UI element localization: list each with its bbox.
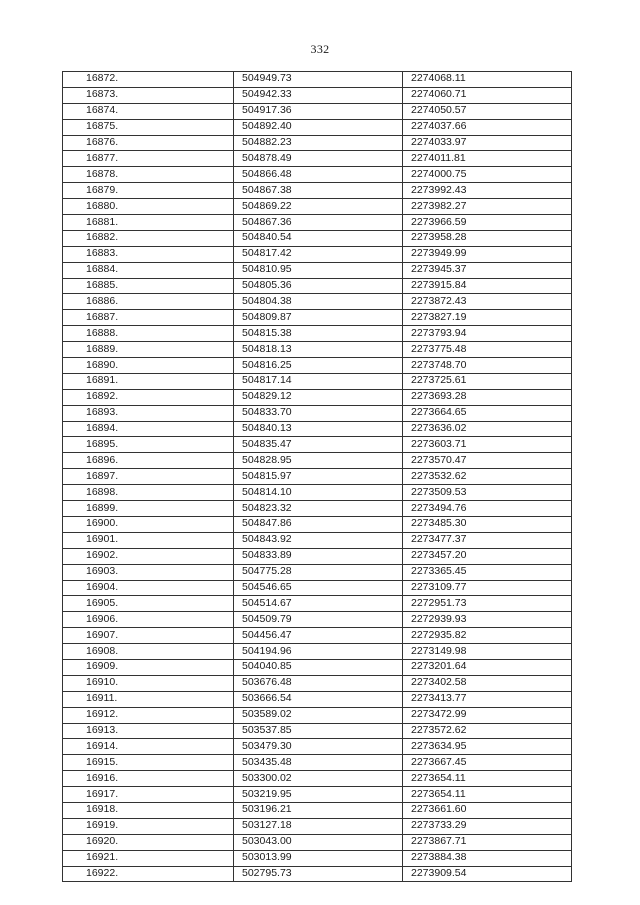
x-coordinate-cell: 504917.36 (234, 103, 403, 119)
point-number-cell: 16890. (63, 358, 234, 374)
x-coordinate-cell: 504818.13 (234, 342, 403, 358)
y-coordinate-cell: 2272935.82 (403, 628, 572, 644)
point-number-cell: 16882. (63, 230, 234, 246)
table-row (63, 469, 572, 485)
table-row (63, 548, 572, 564)
x-coordinate-cell: 502795.73 (234, 866, 403, 882)
table-row (63, 72, 572, 88)
y-coordinate-cell: 2273532.62 (403, 469, 572, 485)
table-row (63, 215, 572, 231)
y-coordinate-cell: 2273661.60 (403, 802, 572, 818)
x-coordinate-cell: 504815.97 (234, 469, 403, 485)
y-coordinate-cell: 2273201.64 (403, 659, 572, 675)
point-number-cell: 16905. (63, 596, 234, 612)
x-coordinate-cell: 504817.42 (234, 246, 403, 262)
table-row (63, 326, 572, 342)
x-coordinate-cell: 504867.38 (234, 183, 403, 199)
table-row (63, 199, 572, 215)
point-number-cell: 16907. (63, 628, 234, 644)
x-coordinate-cell: 504840.54 (234, 230, 403, 246)
point-number-cell: 16872. (63, 72, 234, 88)
x-coordinate-cell: 504810.95 (234, 262, 403, 278)
table-row (63, 135, 572, 151)
point-number-cell: 16921. (63, 850, 234, 866)
point-number-cell: 16901. (63, 532, 234, 548)
y-coordinate-cell: 2273603.71 (403, 437, 572, 453)
y-coordinate-cell: 2273793.94 (403, 326, 572, 342)
table-row (63, 230, 572, 246)
x-coordinate-cell: 504194.96 (234, 644, 403, 660)
y-coordinate-cell: 2272939.93 (403, 612, 572, 628)
x-coordinate-cell: 504817.14 (234, 373, 403, 389)
table-row (63, 103, 572, 119)
y-coordinate-cell: 2273725.61 (403, 373, 572, 389)
table-row (63, 707, 572, 723)
table-row (63, 453, 572, 469)
x-coordinate-cell: 503196.21 (234, 802, 403, 818)
point-number-cell: 16895. (63, 437, 234, 453)
x-coordinate-cell: 504867.36 (234, 215, 403, 231)
y-coordinate-cell: 2273667.45 (403, 755, 572, 771)
table-row (63, 802, 572, 818)
y-coordinate-cell: 2273664.65 (403, 405, 572, 421)
x-coordinate-cell: 504835.47 (234, 437, 403, 453)
y-coordinate-cell: 2273748.70 (403, 358, 572, 374)
y-coordinate-cell: 2273909.54 (403, 866, 572, 882)
table-row (63, 866, 572, 882)
y-coordinate-cell: 2273570.47 (403, 453, 572, 469)
point-number-cell: 16910. (63, 675, 234, 691)
y-coordinate-cell: 2273494.76 (403, 501, 572, 517)
point-number-cell: 16889. (63, 342, 234, 358)
y-coordinate-cell: 2274033.97 (403, 135, 572, 151)
x-coordinate-cell: 504775.28 (234, 564, 403, 580)
y-coordinate-cell: 2273915.84 (403, 278, 572, 294)
x-coordinate-cell: 504843.92 (234, 532, 403, 548)
point-number-cell: 16878. (63, 167, 234, 183)
point-number-cell: 16918. (63, 802, 234, 818)
x-coordinate-cell: 504878.49 (234, 151, 403, 167)
y-coordinate-cell: 2273634.95 (403, 739, 572, 755)
x-coordinate-cell: 504829.12 (234, 389, 403, 405)
point-number-cell: 16916. (63, 771, 234, 787)
coordinates-table (62, 71, 572, 882)
x-coordinate-cell: 504546.65 (234, 580, 403, 596)
y-coordinate-cell: 2273949.99 (403, 246, 572, 262)
point-number-cell: 16887. (63, 310, 234, 326)
y-coordinate-cell: 2273472.99 (403, 707, 572, 723)
y-coordinate-cell: 2273958.28 (403, 230, 572, 246)
y-coordinate-cell: 2273149.98 (403, 644, 572, 660)
point-number-cell: 16904. (63, 580, 234, 596)
x-coordinate-cell: 504833.70 (234, 405, 403, 421)
table-row (63, 850, 572, 866)
y-coordinate-cell: 2272951.73 (403, 596, 572, 612)
point-number-cell: 16881. (63, 215, 234, 231)
table-row (63, 485, 572, 501)
y-coordinate-cell: 2273636.02 (403, 421, 572, 437)
table-row (63, 596, 572, 612)
table-row (63, 119, 572, 135)
point-number-cell: 16888. (63, 326, 234, 342)
x-coordinate-cell: 504949.73 (234, 72, 403, 88)
y-coordinate-cell: 2273572.62 (403, 723, 572, 739)
x-coordinate-cell: 504823.32 (234, 501, 403, 517)
y-coordinate-cell: 2274060.71 (403, 87, 572, 103)
y-coordinate-cell: 2273109.77 (403, 580, 572, 596)
y-coordinate-cell: 2273693.28 (403, 389, 572, 405)
table-row (63, 787, 572, 803)
y-coordinate-cell: 2274000.75 (403, 167, 572, 183)
point-number-cell: 16896. (63, 453, 234, 469)
y-coordinate-cell: 2273867.71 (403, 834, 572, 850)
table-row (63, 358, 572, 374)
table-row (63, 659, 572, 675)
x-coordinate-cell: 504514.67 (234, 596, 403, 612)
x-coordinate-cell: 504804.38 (234, 294, 403, 310)
point-number-cell: 16899. (63, 501, 234, 517)
point-number-cell: 16879. (63, 183, 234, 199)
point-number-cell: 16897. (63, 469, 234, 485)
y-coordinate-cell: 2273654.11 (403, 771, 572, 787)
point-number-cell: 16922. (63, 866, 234, 882)
y-coordinate-cell: 2273365.45 (403, 564, 572, 580)
table-row (63, 612, 572, 628)
x-coordinate-cell: 504847.86 (234, 516, 403, 532)
y-coordinate-cell: 2273485.30 (403, 516, 572, 532)
y-coordinate-cell: 2273827.19 (403, 310, 572, 326)
point-number-cell: 16898. (63, 485, 234, 501)
table-row (63, 389, 572, 405)
y-coordinate-cell: 2273654.11 (403, 787, 572, 803)
table-row (63, 87, 572, 103)
point-number-cell: 16906. (63, 612, 234, 628)
table-row (63, 628, 572, 644)
point-number-cell: 16908. (63, 644, 234, 660)
point-number-cell: 16891. (63, 373, 234, 389)
point-number-cell: 16880. (63, 199, 234, 215)
point-number-cell: 16876. (63, 135, 234, 151)
table-row (63, 278, 572, 294)
x-coordinate-cell: 504882.23 (234, 135, 403, 151)
point-number-cell: 16873. (63, 87, 234, 103)
point-number-cell: 16885. (63, 278, 234, 294)
point-number-cell: 16911. (63, 691, 234, 707)
table-row (63, 501, 572, 517)
point-number-cell: 16875. (63, 119, 234, 135)
point-number-cell: 16920. (63, 834, 234, 850)
y-coordinate-cell: 2273733.29 (403, 818, 572, 834)
point-number-cell: 16912. (63, 707, 234, 723)
x-coordinate-cell: 504815.38 (234, 326, 403, 342)
point-number-cell: 16877. (63, 151, 234, 167)
point-number-cell: 16902. (63, 548, 234, 564)
table-row (63, 564, 572, 580)
table-row (63, 532, 572, 548)
table-row (63, 644, 572, 660)
table-row (63, 675, 572, 691)
table-row (63, 834, 572, 850)
table-row (63, 516, 572, 532)
x-coordinate-cell: 504942.33 (234, 87, 403, 103)
x-coordinate-cell: 504833.89 (234, 548, 403, 564)
x-coordinate-cell: 504809.87 (234, 310, 403, 326)
x-coordinate-cell: 503589.02 (234, 707, 403, 723)
y-coordinate-cell: 2273966.59 (403, 215, 572, 231)
point-number-cell: 16892. (63, 389, 234, 405)
table-row (63, 405, 572, 421)
table-row (63, 755, 572, 771)
x-coordinate-cell: 504456.47 (234, 628, 403, 644)
y-coordinate-cell: 2274050.57 (403, 103, 572, 119)
table-row (63, 421, 572, 437)
table-row (63, 183, 572, 199)
x-coordinate-cell: 504828.95 (234, 453, 403, 469)
x-coordinate-cell: 503479.30 (234, 739, 403, 755)
table-row (63, 723, 572, 739)
point-number-cell: 16874. (63, 103, 234, 119)
x-coordinate-cell: 504805.36 (234, 278, 403, 294)
x-coordinate-cell: 503537.85 (234, 723, 403, 739)
point-number-cell: 16893. (63, 405, 234, 421)
y-coordinate-cell: 2274037.66 (403, 119, 572, 135)
y-coordinate-cell: 2273509.53 (403, 485, 572, 501)
point-number-cell: 16919. (63, 818, 234, 834)
coordinates-table-body (63, 72, 572, 882)
point-number-cell: 16913. (63, 723, 234, 739)
x-coordinate-cell: 503219.95 (234, 787, 403, 803)
x-coordinate-cell: 503435.48 (234, 755, 403, 771)
table-row (63, 437, 572, 453)
point-number-cell: 16883. (63, 246, 234, 262)
y-coordinate-cell: 2273457.20 (403, 548, 572, 564)
table-row (63, 580, 572, 596)
y-coordinate-cell: 2273945.37 (403, 262, 572, 278)
y-coordinate-cell: 2273477.37 (403, 532, 572, 548)
x-coordinate-cell: 504816.25 (234, 358, 403, 374)
y-coordinate-cell: 2274068.11 (403, 72, 572, 88)
table-row (63, 691, 572, 707)
y-coordinate-cell: 2273992.43 (403, 183, 572, 199)
x-coordinate-cell: 503127.18 (234, 818, 403, 834)
x-coordinate-cell: 504869.22 (234, 199, 403, 215)
table-row (63, 151, 572, 167)
y-coordinate-cell: 2273884.38 (403, 850, 572, 866)
x-coordinate-cell: 504892.40 (234, 119, 403, 135)
table-row (63, 246, 572, 262)
table-row (63, 342, 572, 358)
table-row (63, 167, 572, 183)
point-number-cell: 16914. (63, 739, 234, 755)
y-coordinate-cell: 2273775.48 (403, 342, 572, 358)
point-number-cell: 16900. (63, 516, 234, 532)
x-coordinate-cell: 503043.00 (234, 834, 403, 850)
table-row (63, 310, 572, 326)
x-coordinate-cell: 504509.79 (234, 612, 403, 628)
table-row (63, 373, 572, 389)
x-coordinate-cell: 504866.48 (234, 167, 403, 183)
x-coordinate-cell: 504040.85 (234, 659, 403, 675)
y-coordinate-cell: 2274011.81 (403, 151, 572, 167)
x-coordinate-cell: 503676.48 (234, 675, 403, 691)
y-coordinate-cell: 2273402.58 (403, 675, 572, 691)
x-coordinate-cell: 504840.13 (234, 421, 403, 437)
table-row (63, 771, 572, 787)
y-coordinate-cell: 2273872.43 (403, 294, 572, 310)
point-number-cell: 16884. (63, 262, 234, 278)
point-number-cell: 16917. (63, 787, 234, 803)
table-row (63, 818, 572, 834)
y-coordinate-cell: 2273982.27 (403, 199, 572, 215)
point-number-cell: 16894. (63, 421, 234, 437)
x-coordinate-cell: 503666.54 (234, 691, 403, 707)
point-number-cell: 16915. (63, 755, 234, 771)
y-coordinate-cell: 2273413.77 (403, 691, 572, 707)
point-number-cell: 16903. (63, 564, 234, 580)
table-row (63, 739, 572, 755)
page-number: 332 (310, 42, 330, 56)
table-row (63, 294, 572, 310)
x-coordinate-cell: 504814.10 (234, 485, 403, 501)
table-row (63, 262, 572, 278)
x-coordinate-cell: 503013.99 (234, 850, 403, 866)
point-number-cell: 16909. (63, 659, 234, 675)
point-number-cell: 16886. (63, 294, 234, 310)
x-coordinate-cell: 503300.02 (234, 771, 403, 787)
